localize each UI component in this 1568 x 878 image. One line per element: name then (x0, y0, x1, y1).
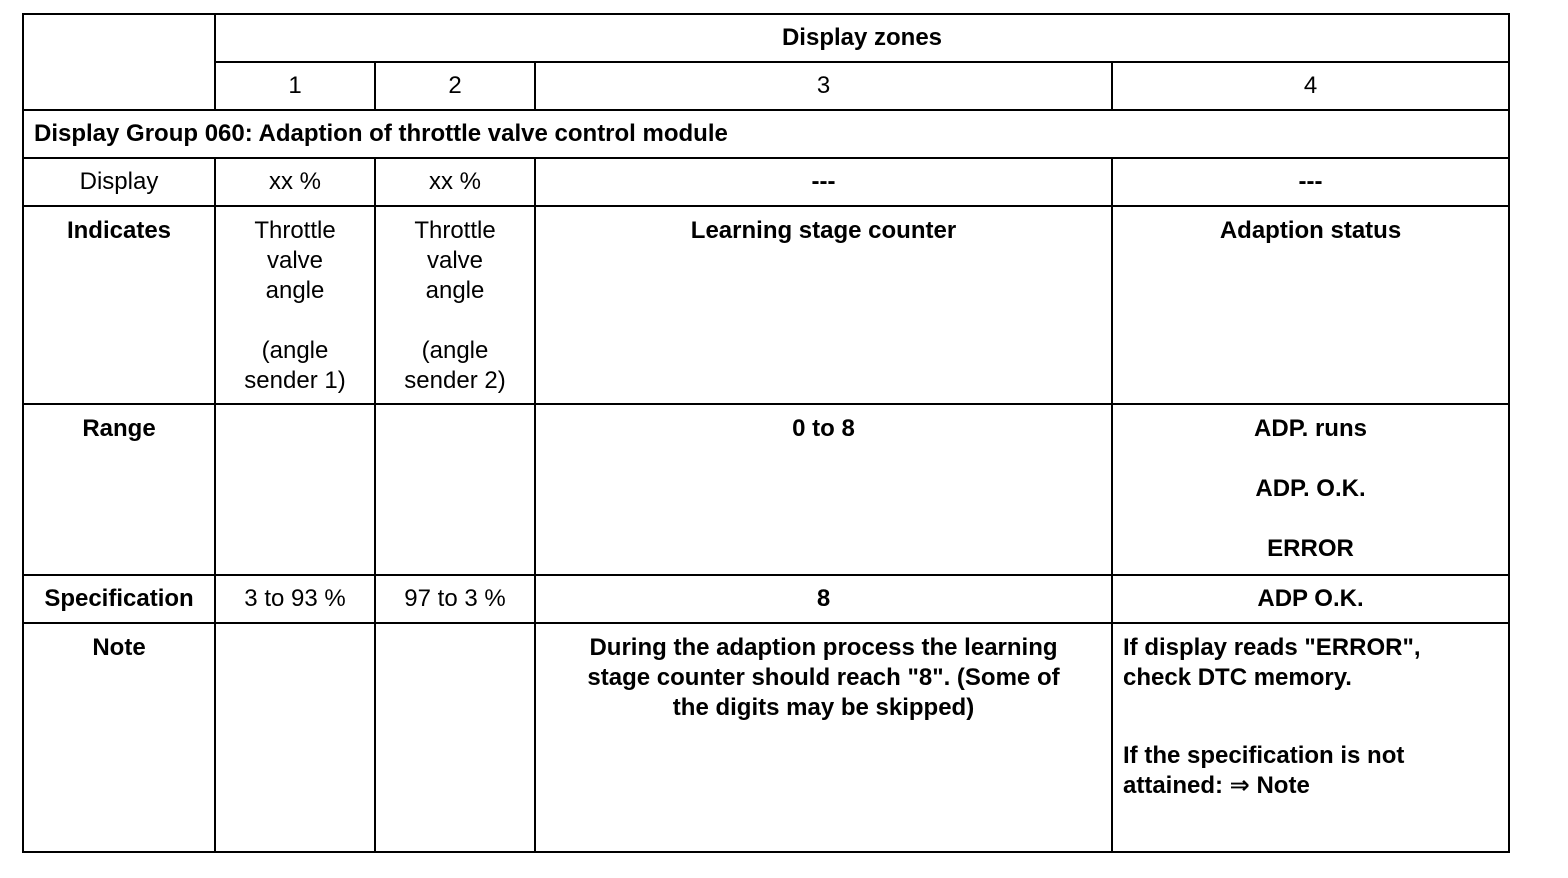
note-zone-1 (215, 623, 375, 852)
zone-2-header: 2 (375, 62, 535, 110)
note-zone-3-line: the digits may be skipped) (672, 694, 975, 721)
range-label: Range (23, 404, 215, 575)
note-zone-4-line: If the specification is not (1123, 742, 1405, 769)
display-group-table (22, 13, 1510, 853)
note-zone-4-line: attained: ⇒ Note (1123, 772, 1310, 799)
range-status-item: ERROR (1267, 535, 1354, 562)
display-zone-3: --- (535, 158, 1112, 206)
indicates-zone-2-line: angle (425, 277, 485, 304)
zone-4-header: 4 (1112, 62, 1509, 110)
range-zone-1 (215, 404, 375, 575)
note-zone-4-line: If display reads "ERROR", (1123, 634, 1421, 661)
note-zone-2 (375, 623, 535, 852)
display-zone-1: xx % (215, 158, 375, 206)
note-zone-3 (535, 623, 1112, 852)
indicates-label: Indicates (23, 206, 215, 404)
group-title: Display Group 060: Adaption of throttle valve control module (23, 110, 1509, 158)
display-zone-4: --- (1112, 158, 1509, 206)
range-zone-4 (1112, 404, 1509, 575)
indicates-zone-2-line: Throttle (414, 217, 496, 244)
indicates-zone-2-line: sender 2) (404, 367, 506, 394)
indicates-zone-1 (215, 206, 375, 404)
zone-1-header: 1 (215, 62, 375, 110)
range-status-item: ADP. O.K. (1255, 475, 1366, 502)
spec-zone-2: 97 to 3 % (375, 575, 535, 623)
note-zone-3-line: stage counter should reach "8". (Some of (587, 664, 1060, 691)
note-label: Note (23, 623, 215, 852)
spec-zone-4: ADP O.K. (1112, 575, 1509, 623)
display-zones-header: Display zones (215, 14, 1509, 62)
corner-cell (23, 14, 215, 110)
spec-label: Specification (23, 575, 215, 623)
note-zone-3-line: During the adaption process the learning (589, 634, 1058, 661)
indicates-zone-4: Adaption status (1112, 206, 1509, 404)
note-zone-4-line: check DTC memory. (1123, 664, 1352, 691)
display-label: Display (23, 158, 215, 206)
range-status-item: ADP. runs (1254, 415, 1367, 442)
zone-3-header: 3 (535, 62, 1112, 110)
indicates-zone-3: Learning stage counter (535, 206, 1112, 404)
range-zone-3: 0 to 8 (535, 404, 1112, 575)
indicates-zone-1-line: angle (265, 277, 325, 304)
spec-zone-3: 8 (535, 575, 1112, 623)
range-zone-2 (375, 404, 535, 575)
indicates-zone-2-line: (angle (421, 337, 489, 364)
indicates-zone-2 (375, 206, 535, 404)
indicates-zone-2-line: valve (426, 247, 484, 274)
indicates-zone-1-line: Throttle (254, 217, 336, 244)
indicates-zone-1-line: (angle (261, 337, 329, 364)
note-zone-4 (1112, 623, 1509, 852)
indicates-zone-1-line: sender 1) (244, 367, 346, 394)
indicates-zone-1-line: valve (266, 247, 324, 274)
spec-zone-1: 3 to 93 % (215, 575, 375, 623)
display-zone-2: xx % (375, 158, 535, 206)
